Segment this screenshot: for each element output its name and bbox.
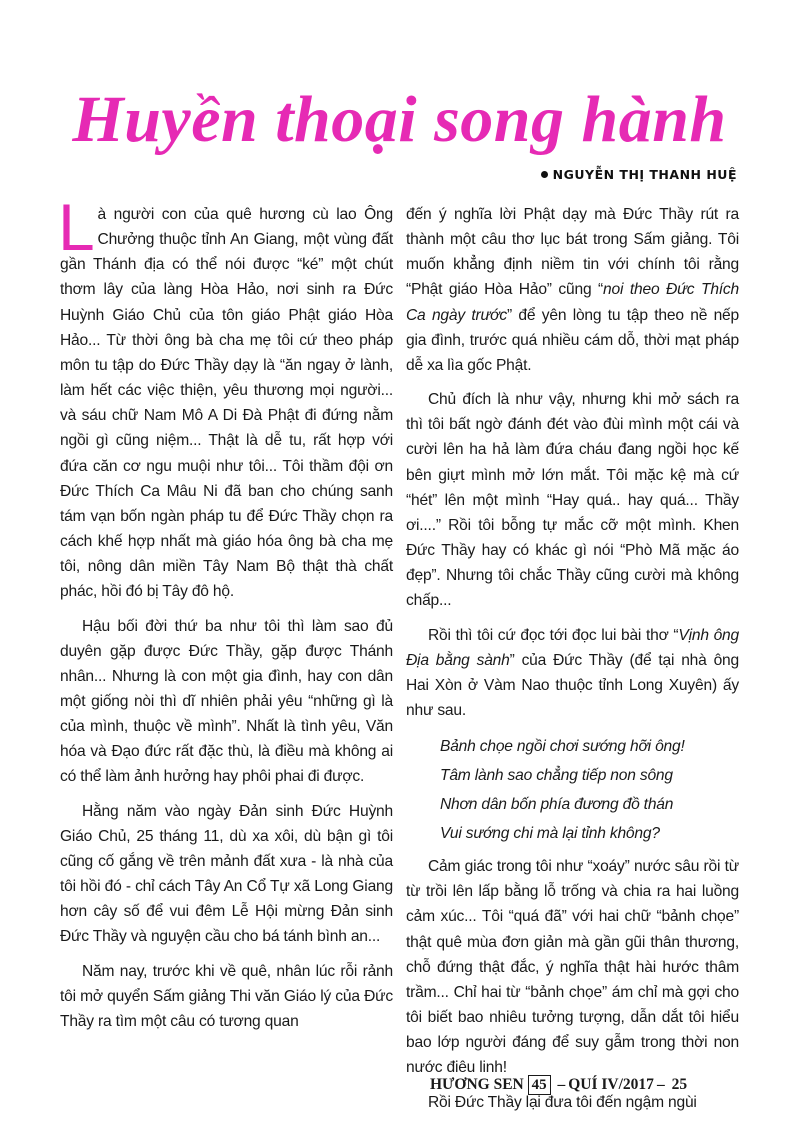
poem-title: Vịnh ông Địa bằng sành xyxy=(406,626,739,669)
right-column xyxy=(406,202,739,1124)
paragraph: Rồi Đức Thầy lại đưa tôi đến ngậm ngùi xyxy=(428,1093,697,1111)
bullet-icon xyxy=(541,171,548,178)
paragraph: Năm nay, trước khi về quê, nhân lúc rỗi rảnh tôi mở quyển Sấm giảng Thi văn Giáo lý của Đức Thầy ra tìm một câu có tương quan xyxy=(60,962,393,1030)
paragraph: Chủ đích là như vậy, nhưng khi mở sách ra thì tôi bất ngờ đánh đét vào đùi mình một cái và cười lên ha hả làm đứa cháu đang ngồi học kế bên giựt mình mở lớn mắt. Tôi mặc kệ mà cứ “hét” lên một mình “Hay quá.. hay quá... Thầy ơi....” Rồi tôi bỗng tự mắc cỡ một mình. Khen Đức Thầy hay có khác gì nói “Phò Mã mặc áo đẹp”. Nhưng tôi chắc Thầy cũng cười mà không chấp... xyxy=(406,391,739,610)
page-footer xyxy=(430,1075,687,1095)
paragraph: Hằng năm vào ngày Đản sinh Đức Huỳnh Giáo Chủ, 25 tháng 11, dù xa xôi, dù bận gì tôi cũng cố gắng về trên mảnh đất xưa - là nhà của tôi hồi đó - chỉ cách Tây An Cổ Tự xã Long Giang hơn cây số để vui đêm Lễ Hội mừng Đản sinh Đức Thầy và nguyện cầu cho bá tánh bình an... xyxy=(60,802,393,946)
paragraph: Hậu bối đời thứ ba như tôi thì làm sao đủ duyên gặp được Đức Thầy, gặp được Thánh nhân... Nhưng là con một gia đình, hay con dân một giống nòi thì dĩ nhiên phải yêu “những gì là của mình, thuộc về mình”. Nhất là tình yêu, Văn hóa và Đạo đức rất đặc thù, là điều mà không ai có thể làm ảnh hưởng hay phôi phai đi được. xyxy=(60,617,393,786)
paragraph: Rồi thì tôi cứ đọc tới đọc lui bài thơ “Vịnh ông Địa bằng sành” của Đức Thầy (để tại nhà ông Hai Xòn ở Vàm Nao thuộc tỉnh Long Xuyên) ấy như sau. xyxy=(406,626,739,719)
poem-line: Bảnh chọe ngồi chơi sướng hỡi ông! xyxy=(440,738,685,756)
author-byline xyxy=(541,167,737,182)
paragraph: Là người con của quê hương cù lao Ông Chưởng thuộc tỉnh An Giang, một vùng đất gần Thánh địa có thể nói được “ké” một chút thơm lây của làng Hòa Hảo, nơi sinh ra Đức Huỳnh Giáo Chủ của tôn giáo Phật giáo Hòa Hảo... Từ thời ông bà cha mẹ tôi cứ theo pháp môn tu tập do Đức Thầy dạy là “ăn ngay ở lành, làm hết các việc thiện, yêu thương mọi người... và sáu chữ Nam Mô A Di Đà Phật đi đứng nằm ngồi gì cũng niệm... Thật là dễ tu, rất hợp với đứa căn cơ ngu muội như tôi... Tôi thầm đội ơn Đức Thích Ca Mâu Ni đã ban cho chúng sanh tám vạn bốn ngàn pháp tu để Đức Thầy chọn ra cách khế hợp nhất mà giáo hóa ông bà cha mẹ tôi, nông dân miền Tây Nam Bộ thật thà chất phác, hồi đó bị Tây đô hộ. xyxy=(58,190,393,601)
poem-line: Nhơn dân bốn phía đương đồ thán xyxy=(440,796,674,814)
drop-cap: L xyxy=(58,190,95,264)
poem-line: Tâm lành sao chẳng tiếp non sông xyxy=(440,767,673,785)
quarter-label: QUÍ IV/2017 xyxy=(568,1076,654,1093)
paragraph: Cảm giác trong tôi như “xoáy” nước sâu rồi từ từ trồi lên lấp bằng lỗ trống và chia ra hai luồng cảm xúc... Tôi “quá đã” với hai chữ “bảnh chọe” thật quê mùa đơn giản mà gần gũi thân thương, chỗ đứng thật đắc, ý nghĩa thật hài hước thâm trầm... Chỉ hai từ “bảnh chọe” ám chỉ mà gợi cho tôi biết bao nhiêu tưởng tượng, dẫn dắt tôi hiểu bao lớp người đáng để suy gẫm trong thời non nước điêu linh! xyxy=(406,858,739,1077)
magazine-name: HƯƠNG SEN xyxy=(430,1076,524,1093)
separator: – xyxy=(557,1076,566,1093)
left-column xyxy=(58,190,393,1043)
poem-line: Vui sướng chi mà lại tỉnh không? xyxy=(440,825,660,843)
poem xyxy=(406,732,739,848)
paragraph: đến ý nghĩa lời Phật dạy mà Đức Thầy rút ra thành một câu thơ lục bát trong Sấm giảng. Tôi muốn khẳng định niềm tin với chính tôi rằng “Phật giáo Hòa Hảo” cũng “noi theo Đức Thích Ca ngày trước” để yên lòng tu tập theo nề nếp gia đình, trước quá nhiều cám dỗ, thời mạt pháp dễ xa lìa gốc Phật. xyxy=(406,206,739,374)
article-title: Huyền thoại song hành xyxy=(72,83,727,156)
quote-italic: noi theo Đức Thích Ca ngày trước xyxy=(406,281,739,324)
author-name: NGUYỄN THỊ THANH HUỆ xyxy=(552,167,737,182)
issue-number: 45 xyxy=(528,1075,551,1095)
page-number: 25 xyxy=(671,1076,688,1093)
separator: – xyxy=(656,1076,665,1093)
